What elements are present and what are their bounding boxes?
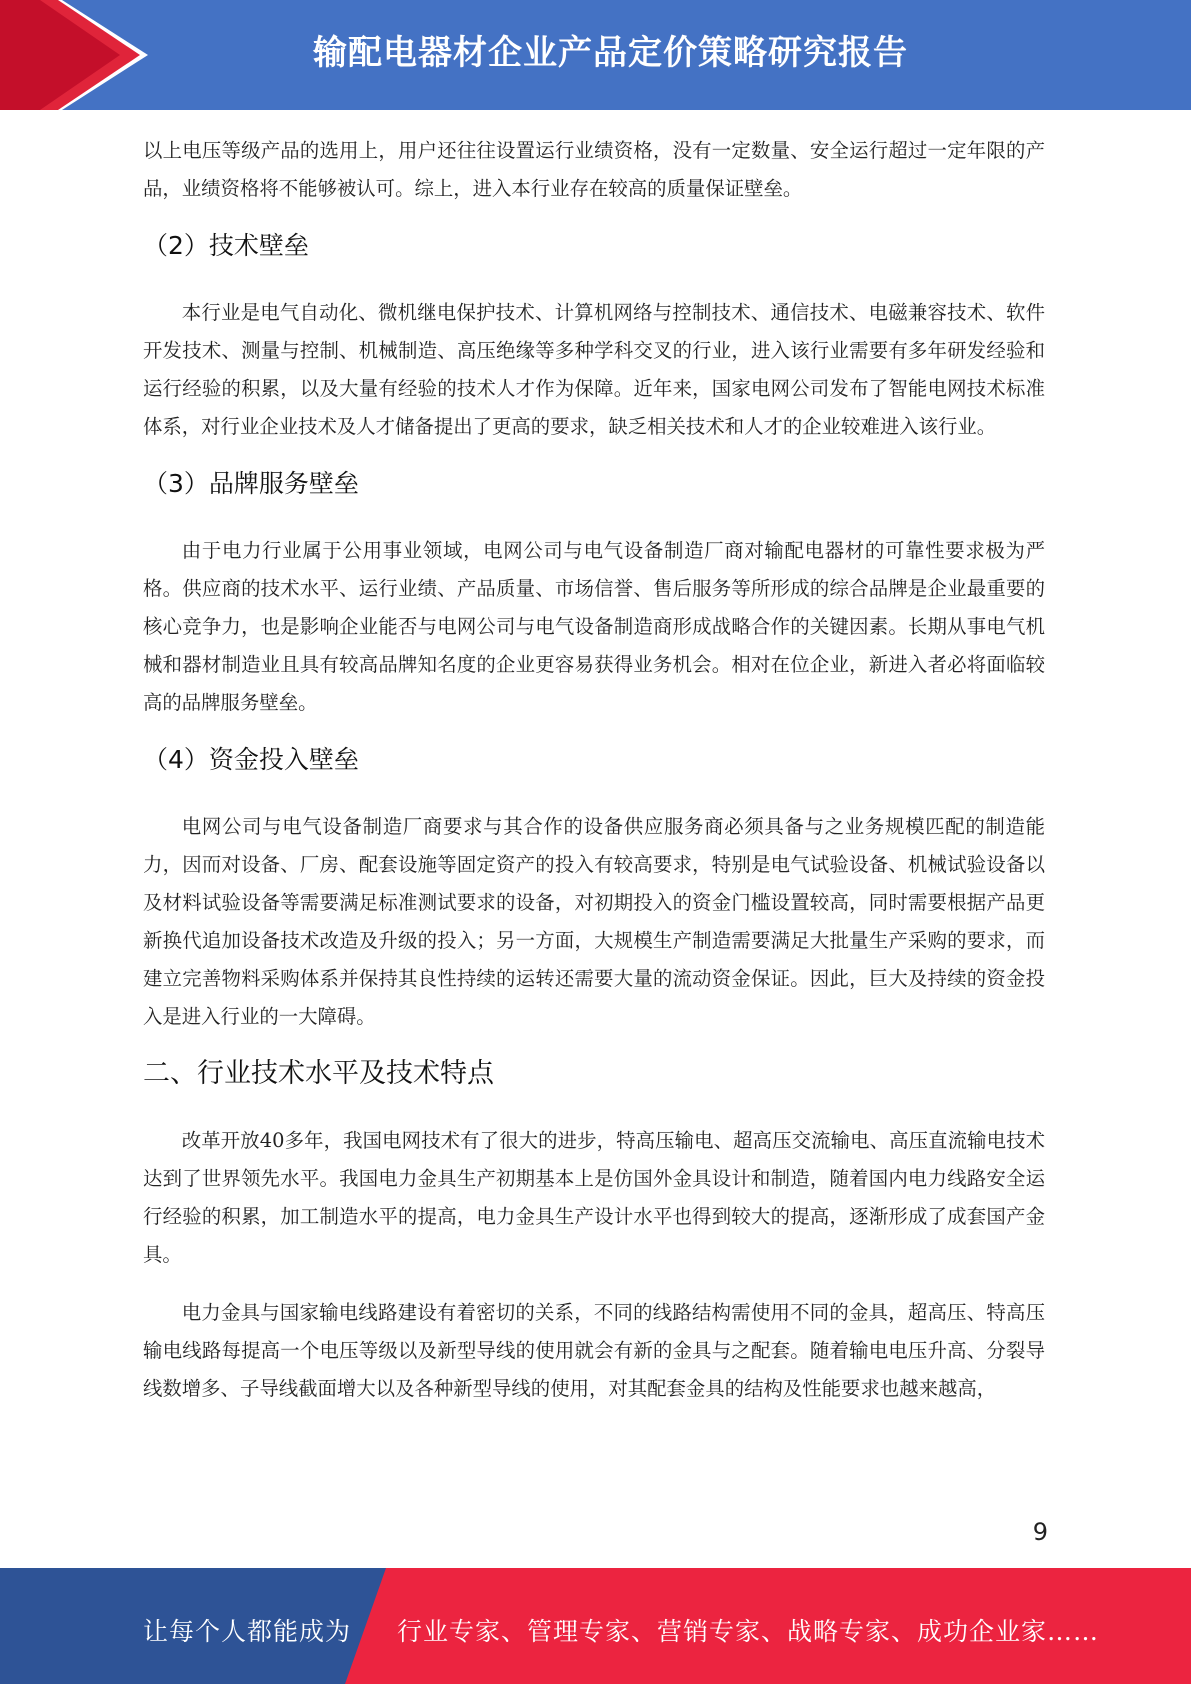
page-footer [0, 1568, 1191, 1684]
paragraph: 改革开放40多年，我国电网技术有了很大的进步，特高压输电、超高压交流输电、高压直流输电技术达到了世界领先水平。我国电力金具生产初期基本上是仿国外金具设计和制造，随着国内电力线路安全运行经验的积累，加工制造水平的提高，电力金具生产设计水平也得到较大的提高，逐渐形成了成套国产金具。 [143, 1129, 1045, 1266]
chapter-heading-tech-level: 二、行业技术水平及技术特点 [143, 1058, 494, 1089]
page-number: 9 [1032, 1518, 1048, 1546]
paragraph: 电网公司与电气设备制造厂商要求与其合作的设备供应服务商必须具备与之业务规模匹配的制造能力，因而对设备、厂房、配套设施等固定资产的投入有较高要求，特别是电气试验设备、机械试验设备以及材料试验设备等需要满足标准测试要求的设备，对初期投入的资金门槛设置较高，同时需要根据产品更新换代追加设备技术改造及升级的投入；另一方面，大规模生产制造需要满足大批量生产采购的要求，而建立完善物料采购体系并保持其良性持续的运转还需要大量的流动资金保证。因此，巨大及持续的资金投入是进入行业的一大障碍。 [143, 815, 1045, 1028]
paragraph: 由于电力行业属于公用事业领域，电网公司与电气设备制造厂商对输配电器材的可靠性要求极为严格。供应商的技术水平、运行业绩、产品质量、市场信誉、售后服务等所形成的综合品牌是企业最重要的核心竞争力，也是影响企业能否与电网公司与电气设备制造商形成战略合作的关键因素。长期从事电气机械和器材制造业且具有较高品牌知名度的企业更容易获得业务机会。相对在位企业，新进入者必将面临较高的品牌服务壁垒。 [143, 539, 1045, 714]
section-heading-brand-barrier: （3）品牌服务壁垒 [143, 469, 359, 498]
document-body [143, 132, 1045, 1408]
page-header [0, 0, 1191, 110]
paragraph: 以上电压等级产品的选用上，用户还往往设置运行业绩资格，没有一定数量、安全运行超过一定年限的产品，业绩资格将不能够被认可。综上，进入本行业存在较高的质量保证壁垒。 [143, 139, 1045, 200]
footer-slogan-right: 行业专家、管理专家、营销专家、战略专家、成功企业家…… [397, 1617, 1100, 1646]
section-heading-tech-barrier: （2）技术壁垒 [143, 231, 309, 260]
paragraph: 电力金具与国家输电线路建设有着密切的关系，不同的线路结构需使用不同的金具，超高压、特高压输电线路每提高一个电压等级以及新型导线的使用就会有新的金具与之配套。随着输电电压升高、分裂导线数增多、子导线截面增大以及各种新型导线的使用，对其配套金具的结构及性能要求也越来越高， [143, 1301, 1045, 1400]
section-heading-capital-barrier: （4）资金投入壁垒 [143, 745, 359, 774]
paragraph: 本行业是电气自动化、微机继电保护技术、计算机网络与控制技术、通信技术、电磁兼容技术、软件开发技术、测量与控制、机械制造、高压绝缘等多种学科交叉的行业，进入该行业需要有多年研发经验和运行经验的积累，以及大量有经验的技术人才作为保障。近年来，国家电网公司发布了智能电网技术标准体系，对行业企业技术及人才储备提出了更高的要求，缺乏相关技术和人才的企业较难进入该行业。 [143, 301, 1045, 438]
header-title: 输配电器材企业产品定价策略研究报告 [313, 33, 908, 73]
footer-slogan-left: 让每个人都能成为 [143, 1617, 352, 1646]
